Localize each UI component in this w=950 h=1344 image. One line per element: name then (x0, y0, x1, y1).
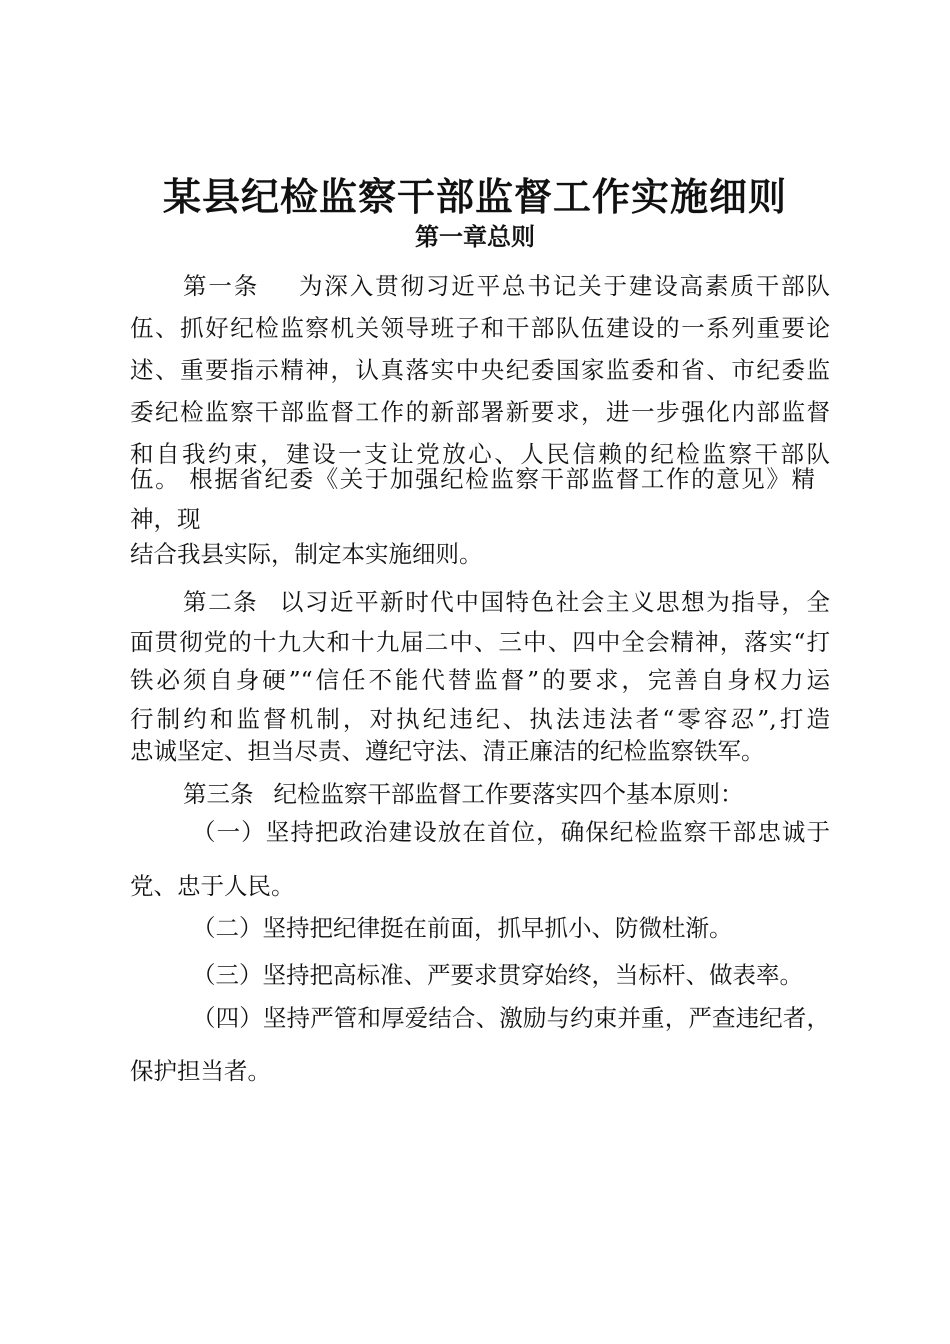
article-1-label: 第一条 (183, 272, 260, 300)
article-1-line-7: 神，现 (130, 505, 201, 533)
article-2-line-4: 行制约和监督机制，对执纪违纪、执法违法者“零容忍”,打造 (130, 705, 830, 733)
article-3-text-1: 纪检监察干部监督工作要落实四个基本原则： (273, 780, 744, 808)
principle-4-line-1: （四）坚持严管和厚爱结合、激励与约束并重，严查违纪者， (192, 1004, 830, 1032)
principle-3: （三）坚持把高标准、严要求贯穿始终，当标杆、做表率。 (192, 961, 803, 989)
principle-1-line-1: （一）坚持把政治建设放在首位，确保纪检监察干部忠诚于 (192, 818, 830, 846)
article-1-line-6: 伍。 根据省纪委《关于加强纪检监察干部监督工作的意见》精 (130, 465, 815, 493)
article-1-line-3: 述、重要指示精神，认真落实中央纪委国家监委和省、市纪委监 (130, 356, 830, 384)
article-1-line-1 (183, 266, 830, 306)
article-2-line-1 (183, 582, 830, 622)
article-2-line-5: 忠诚坚定、担当尽责、遵纪守法、清正廉洁的纪检监察铁军。 (130, 737, 765, 765)
article-1-line-2: 伍、抓好纪检监察机关领导班子和干部队伍建设的一系列重要论 (130, 314, 830, 342)
principle-2: （二）坚持把纪律挺在前面，抓早抓小、防微杜渐。 (192, 914, 733, 942)
article-1-line-4: 委纪检监察干部监督工作的新部署新要求，进一步强化内部监督 (130, 398, 830, 426)
principle-4-line-2: 保护担当者。 (130, 1057, 271, 1085)
article-1-line-5: 和自我约束，建设一支让党放心、人民信赖的纪检监察干部队 (130, 440, 830, 468)
article-1-line-8: 结合我县实际，制定本实施细则。 (130, 540, 483, 568)
article-2-line-3: 铁必须自身硬”“信任不能代替监督”的要求，完善自身权力运 (130, 666, 830, 694)
chapter-title: 第一章总则 (415, 223, 535, 251)
article-2-line-2: 面贯彻党的十九大和十九届二中、三中、四中全会精神，落实“打 (130, 628, 830, 656)
document-title: 某县纪检监察干部监督工作实施细则 (162, 175, 787, 219)
article-2-text-1: 以习近平新时代中国特色社会主义思想为指导，全 (278, 588, 831, 616)
article-3-label: 第三条 (183, 780, 254, 808)
article-1-text-1: 为深入贯彻习近平总书记关于建设高素质干部队 (297, 272, 830, 300)
article-3-line-1 (183, 774, 830, 814)
article-2-label: 第二条 (183, 588, 259, 616)
principle-1-line-2: 党、忠于人民。 (130, 872, 295, 900)
